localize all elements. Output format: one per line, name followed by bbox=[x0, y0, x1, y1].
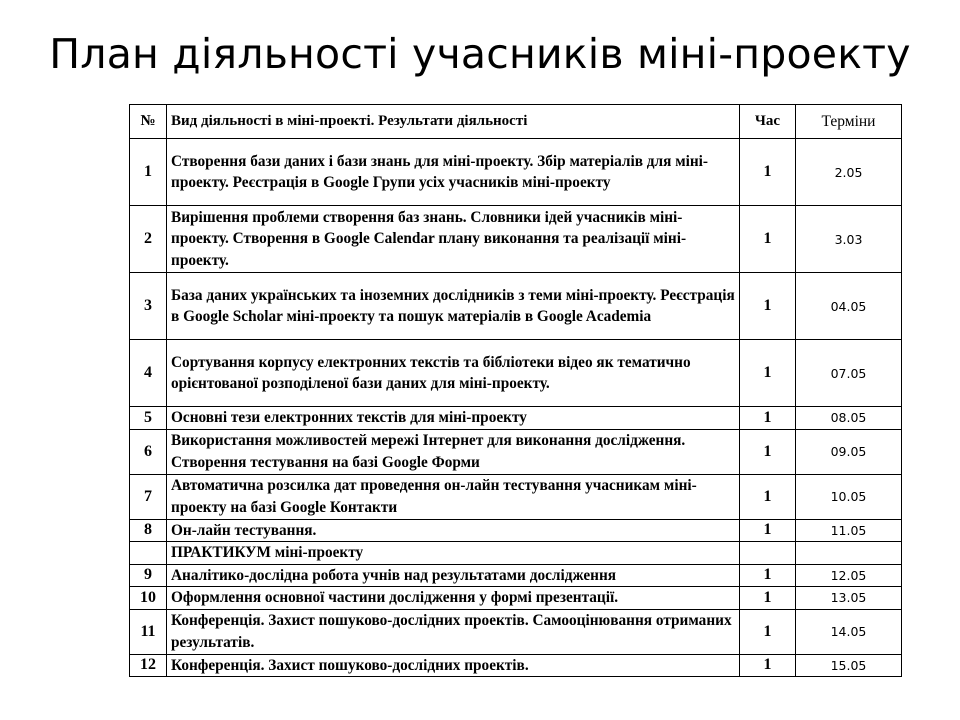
row-number: 6 bbox=[130, 429, 167, 474]
table-section-row bbox=[130, 542, 902, 565]
table-row bbox=[130, 429, 902, 474]
table-row bbox=[130, 273, 902, 340]
row-hours: 1 bbox=[740, 407, 796, 430]
row-hours: 1 bbox=[740, 429, 796, 474]
row-date: 09.05 bbox=[796, 429, 902, 474]
header-number: № bbox=[130, 105, 167, 139]
row-number: 7 bbox=[130, 474, 167, 519]
header-hours: Час bbox=[740, 105, 796, 139]
row-hours: 1 bbox=[740, 139, 796, 206]
row-activity: Оформлення основної частини дослідження у формі презентації. bbox=[167, 587, 740, 610]
row-date: 3.03 bbox=[796, 206, 902, 273]
row-date: 04.05 bbox=[796, 273, 902, 340]
row-hours: 1 bbox=[740, 206, 796, 273]
row-hours: 1 bbox=[740, 273, 796, 340]
table-header-row bbox=[130, 105, 902, 139]
row-activity: Он-лайн тестування. bbox=[167, 519, 740, 542]
plan-table bbox=[129, 104, 902, 677]
row-date: 07.05 bbox=[796, 340, 902, 407]
row-activity: Використання можливостей мережі Інтернет для виконання дослідження. Створення тестування на базі Google Форми bbox=[167, 429, 740, 474]
header-dates: Терміни bbox=[796, 105, 902, 139]
row-activity: Аналітико-дослідна робота учнів над результатами дослідження bbox=[167, 564, 740, 587]
row-number: 3 bbox=[130, 273, 167, 340]
row-date: 11.05 bbox=[796, 519, 902, 542]
row-hours: 1 bbox=[740, 519, 796, 542]
row-activity: Створення бази даних і бази знань для міні-проекту. Збір матеріалів для міні-проекту. Реєстрація в Google Групи усіх учасників міні-проекту bbox=[167, 139, 740, 206]
row-hours: 1 bbox=[740, 474, 796, 519]
row-hours bbox=[740, 542, 796, 565]
section-heading-practicum: ПРАКТИКУМ міні-проекту bbox=[167, 542, 740, 565]
row-date: 12.05 bbox=[796, 564, 902, 587]
row-number: 1 bbox=[130, 139, 167, 206]
row-number: 12 bbox=[130, 654, 167, 677]
row-date: 13.05 bbox=[796, 587, 902, 610]
row-number: 4 bbox=[130, 340, 167, 407]
row-hours: 1 bbox=[740, 654, 796, 677]
row-activity: Автоматична розсилка дат проведення он-лайн тестування учасникам міні-проекту на базі Google Контакти bbox=[167, 474, 740, 519]
table-row bbox=[130, 519, 902, 542]
row-date: 14.05 bbox=[796, 609, 902, 654]
table-row bbox=[130, 474, 902, 519]
row-number: 2 bbox=[130, 206, 167, 273]
row-activity: Конференція. Захист пошуково-дослідних проектів. bbox=[167, 654, 740, 677]
row-date bbox=[796, 542, 902, 565]
row-activity: Вирішення проблеми створення баз знань. Словники ідей учасників міні-проекту. Створення в Google Calendar плану виконання та реалізації міні-проекту. bbox=[167, 206, 740, 273]
table-row bbox=[130, 564, 902, 587]
row-number: 5 bbox=[130, 407, 167, 430]
table-row bbox=[130, 206, 902, 273]
row-activity: Сортування корпусу електронних текстів та бібліотеки відео як тематично орієнтованої розподіленої бази даних для міні-проекту. bbox=[167, 340, 740, 407]
row-number: 8 bbox=[130, 519, 167, 542]
row-activity: База даних українських та іноземних дослідників з теми міні-проекту. Реєстрація в Google Scholar міні-проекту та пошук матеріалів в Google Academia bbox=[167, 273, 740, 340]
table-row bbox=[130, 654, 902, 677]
row-hours: 1 bbox=[740, 340, 796, 407]
table-row bbox=[130, 407, 902, 430]
row-activity: Основні тези електронних текстів для міні-проекту bbox=[167, 407, 740, 430]
slide-title: План діяльності учасників міні-проекту bbox=[49, 30, 911, 78]
row-date: 10.05 bbox=[796, 474, 902, 519]
row-date: 15.05 bbox=[796, 654, 902, 677]
row-number: 11 bbox=[130, 609, 167, 654]
table-row bbox=[130, 609, 902, 654]
table-row bbox=[130, 587, 902, 610]
header-activity: Вид діяльності в міні-проекті. Результати діяльності bbox=[167, 105, 740, 139]
row-number: 10 bbox=[130, 587, 167, 610]
row-hours: 1 bbox=[740, 587, 796, 610]
table-row bbox=[130, 340, 902, 407]
table-row bbox=[130, 139, 902, 206]
row-activity: Конференція. Захист пошуково-дослідних проектів. Самооцінювання отриманих результатів. bbox=[167, 609, 740, 654]
row-number: 9 bbox=[130, 564, 167, 587]
row-number bbox=[130, 542, 167, 565]
row-date: 08.05 bbox=[796, 407, 902, 430]
row-hours: 1 bbox=[740, 609, 796, 654]
row-hours: 1 bbox=[740, 564, 796, 587]
row-date: 2.05 bbox=[796, 139, 902, 206]
